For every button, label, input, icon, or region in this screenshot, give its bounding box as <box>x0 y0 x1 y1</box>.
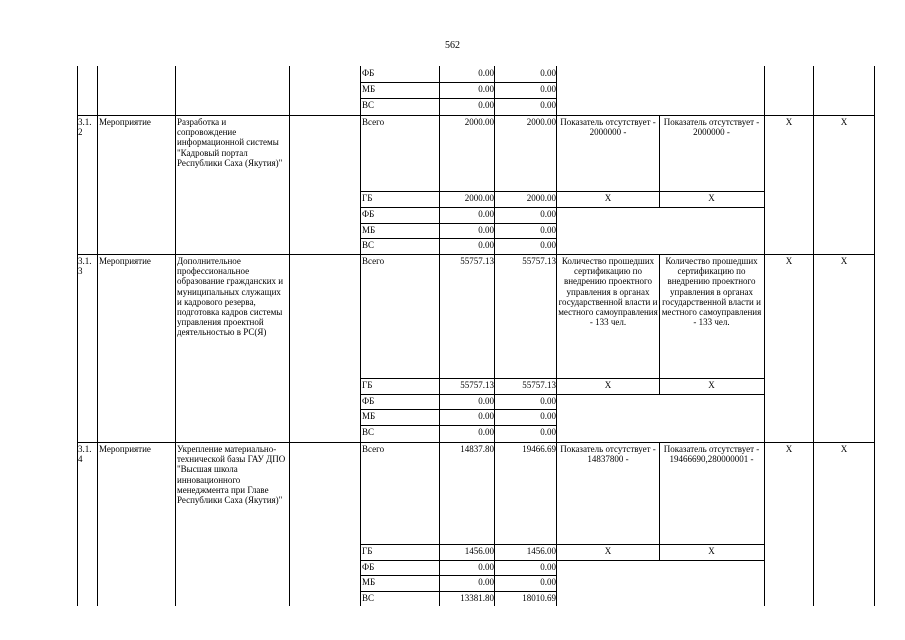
top-row-1-v1: 0.00 <box>478 68 494 78</box>
table-rule-horizontal <box>360 378 764 379</box>
m3-row-vs-v1: 0.00 <box>478 427 494 437</box>
m4-number: 3.1. 4 <box>78 444 92 465</box>
m3-x-1: X <box>785 256 793 266</box>
table-rule-horizontal <box>360 98 557 99</box>
table-rule-horizontal <box>360 82 557 83</box>
m2-row-mb-v2: 0.00 <box>540 225 556 235</box>
table-rule-horizontal <box>360 394 764 395</box>
m2-row-gb-v1: 2000.00 <box>464 193 494 203</box>
m2-total-source: Всего <box>362 117 385 127</box>
top-row-3-source: ВС <box>362 100 375 110</box>
table-rule-vertical <box>360 66 361 606</box>
top-row-2-source: МБ <box>362 84 376 94</box>
table-rule-vertical <box>764 66 765 606</box>
m3-row-gb-ind2: X <box>708 380 715 390</box>
m4-row-mb-source: МБ <box>362 577 376 587</box>
m4-row-mb-v2: 0.00 <box>540 577 556 587</box>
m2-total-v2: 2000.00 <box>526 117 556 127</box>
table-rule-horizontal <box>360 425 557 426</box>
m4-row-vs-v2: 18010.69 <box>522 593 556 603</box>
table-rule-horizontal <box>77 115 875 116</box>
m4-name: Укрепление материально-технической базы ГАУ ДПО "Высшая школа инновационного менеджмента при Главе Республики Саха (Якутия)" <box>177 444 286 506</box>
m2-row-vs-v2: 0.00 <box>540 240 556 250</box>
top-row-1-source: ФБ <box>362 68 375 78</box>
m4-total-source: Всего <box>362 444 385 454</box>
m4-indicator-1: Показатель отсутствует - 14837800 - <box>560 444 656 465</box>
m3-row-mb-source: МБ <box>362 411 376 421</box>
m4-row-mb-v1: 0.00 <box>478 577 494 587</box>
m3-x-2: X <box>840 256 848 266</box>
m2-row-fb-v1: 0.00 <box>478 209 494 219</box>
m2-total-v1: 2000.00 <box>464 117 494 127</box>
table-rule-vertical <box>556 66 557 606</box>
top-row-2-v2: 0.00 <box>540 84 556 94</box>
m3-type: Мероприятие <box>99 256 151 266</box>
m3-row-vs-v2: 0.00 <box>540 427 556 437</box>
table-rule-horizontal <box>77 254 875 255</box>
m2-row-gb-v2: 2000.00 <box>526 193 556 203</box>
top-row-3-v1: 0.00 <box>478 100 494 110</box>
top-row-1-v2: 0.00 <box>540 68 556 78</box>
m3-total-v2: 55757.13 <box>522 256 556 266</box>
table-rule-horizontal <box>360 575 557 576</box>
m2-indicator-1: Показатель отсутствует - 2000000 - <box>560 117 656 138</box>
m4-row-gb-v2: 1456.00 <box>526 546 556 556</box>
table-rule-vertical <box>494 66 495 606</box>
m4-row-fb-v1: 0.00 <box>478 562 494 572</box>
m4-row-vs-source: ВС <box>362 593 375 603</box>
m2-row-gb-ind2: X <box>708 193 715 203</box>
m4-indicator-2: Показатель отсутствует - 19466690,280000001 - <box>663 444 760 465</box>
m2-row-vs-source: ВС <box>362 240 375 250</box>
m4-row-fb-v2: 0.00 <box>540 562 556 572</box>
m2-row-vs-v1: 0.00 <box>478 240 494 250</box>
m2-x-2: X <box>840 117 848 127</box>
m2-row-fb-source: ФБ <box>362 209 375 219</box>
top-row-2-v1: 0.00 <box>478 84 494 94</box>
m4-total-v1: 14837.80 <box>460 444 494 454</box>
m3-row-gb-source: ГБ <box>362 380 373 390</box>
table-rule-horizontal <box>360 560 764 561</box>
m3-row-mb-v1: 0.00 <box>478 411 494 421</box>
table-rule-vertical <box>289 66 290 606</box>
m3-row-mb-v2: 0.00 <box>540 411 556 421</box>
m2-row-gb-ind1: X <box>604 193 612 203</box>
table-rule-horizontal <box>77 442 875 443</box>
m3-row-gb-v1: 55757.13 <box>460 380 494 390</box>
page-number: 562 <box>445 40 460 51</box>
m4-row-gb-ind1: X <box>604 546 612 556</box>
m4-x-2: X <box>840 444 848 454</box>
table-rule-horizontal <box>360 238 557 239</box>
m2-row-fb-v2: 0.00 <box>540 209 556 219</box>
m2-number: 3.1. 2 <box>78 117 92 138</box>
m3-total-v1: 55757.13 <box>460 256 494 266</box>
m4-type: Мероприятие <box>99 444 151 454</box>
m2-indicator-2: Показатель отсутствует - 2000000 - <box>663 117 760 138</box>
m4-row-gb-v1: 1456.00 <box>464 546 494 556</box>
table-rule-horizontal <box>360 191 764 192</box>
m4-row-gb-ind2: X <box>708 546 715 556</box>
table-rule-horizontal <box>360 544 764 545</box>
table-rule-horizontal <box>360 207 764 208</box>
m2-row-mb-v1: 0.00 <box>478 225 494 235</box>
m3-indicator-2: Количество прошедших сертификацию по внедрению проектного управления в органах государственной власти и местного самоуправления - 133 чел. <box>661 256 762 328</box>
m4-x-1: X <box>785 444 793 454</box>
m3-row-vs-source: ВС <box>362 427 375 437</box>
m3-name: Дополнительное профессиональное образование гражданских и муниципальных служащих и кадрового резерва, подготовка кадров системы управления проектной деятельностью в РС(Я) <box>177 256 284 338</box>
m4-total-v2: 19466.69 <box>522 444 556 454</box>
table-rule-vertical <box>439 66 440 606</box>
table-rule-horizontal <box>360 223 557 224</box>
m2-row-mb-source: МБ <box>362 225 376 235</box>
m3-total-source: Всего <box>362 256 385 266</box>
table-rule-vertical <box>874 66 875 606</box>
table-rule-vertical <box>813 66 814 606</box>
m3-number: 3.1. 3 <box>78 256 92 277</box>
table-rule-vertical <box>175 66 176 606</box>
m2-type: Мероприятие <box>99 117 151 127</box>
table-rule-horizontal <box>360 591 557 592</box>
m4-row-vs-v1: 13381.80 <box>460 593 494 603</box>
m4-row-fb-source: ФБ <box>362 562 375 572</box>
m3-indicator-1: Количество прошедших сертификацию по внедрению проектного управления в органах государственной власти и местного самоуправления - 133 чел. <box>558 256 658 328</box>
m3-row-fb-v2: 0.00 <box>540 396 556 406</box>
m3-row-fb-v1: 0.00 <box>478 396 494 406</box>
m3-row-fb-source: ФБ <box>362 396 375 406</box>
table-rule-vertical <box>97 66 98 606</box>
m3-row-gb-v2: 55757.13 <box>522 380 556 390</box>
table-rule-horizontal <box>360 409 557 410</box>
table-rule-vertical <box>77 66 78 606</box>
m2-row-gb-source: ГБ <box>362 193 373 203</box>
m3-row-gb-ind1: X <box>604 380 612 390</box>
top-row-3-v2: 0.00 <box>540 100 556 110</box>
m2-name: Разработка и сопровождение информационной системы "Кадровый портал Республики Саха (Якутия)" <box>177 117 283 168</box>
m4-row-gb-source: ГБ <box>362 546 373 556</box>
m2-x-1: X <box>785 117 793 127</box>
